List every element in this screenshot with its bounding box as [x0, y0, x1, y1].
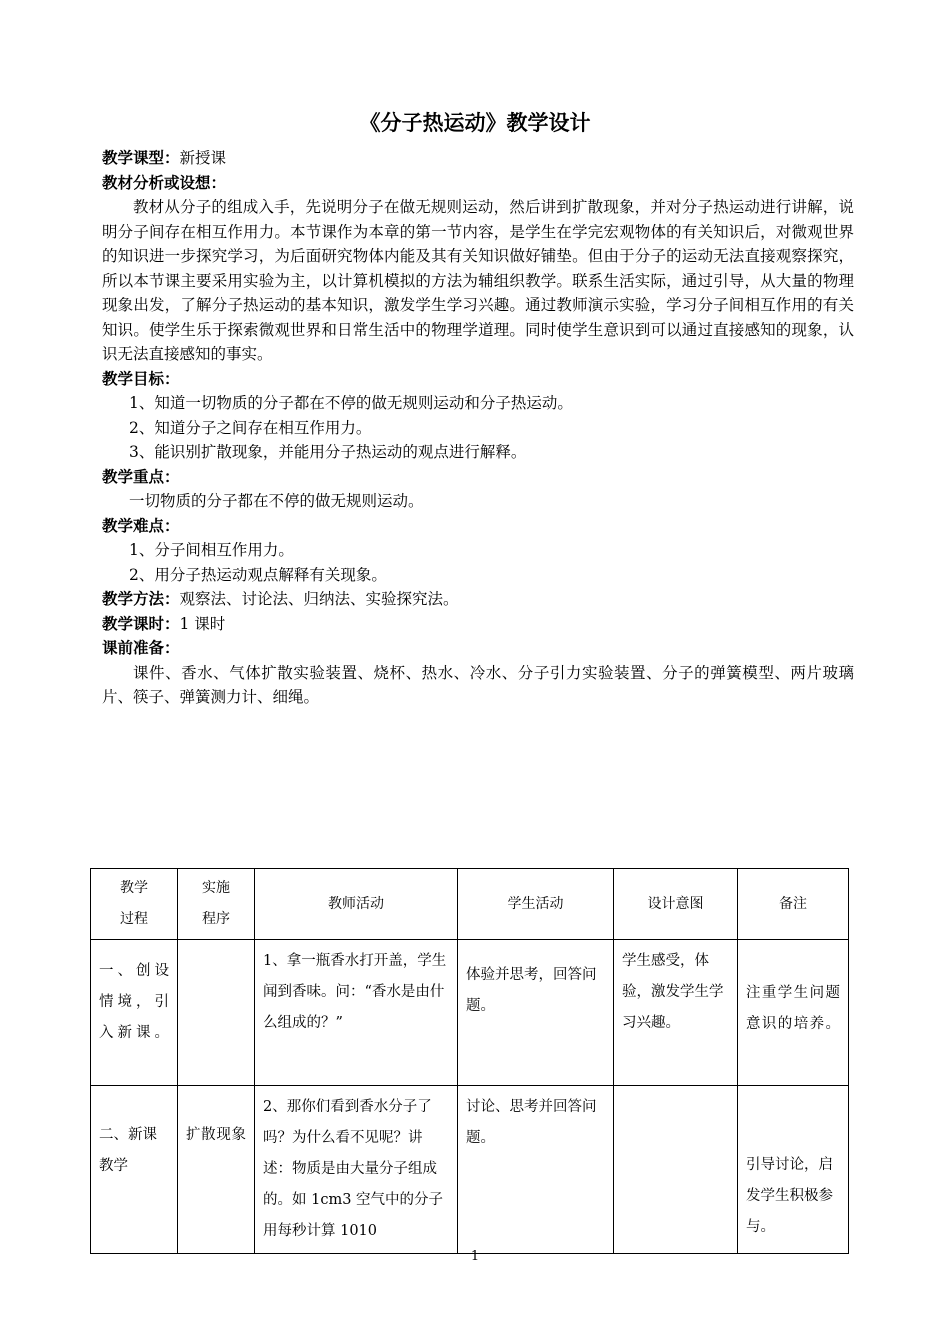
cell-intent — [614, 1086, 738, 1254]
cell-procedure: 扩散现象 — [178, 1086, 255, 1254]
cell-process: 二、新课教学 — [91, 1086, 178, 1254]
hours-value: 1 课时 — [179, 614, 226, 633]
cell-teacher: 1、拿一瓶香水打开盖，学生闻到香味。问：“香水是由什么组成的？” — [255, 940, 458, 1086]
course-type-label: 教学课型： — [102, 149, 180, 167]
course-type-line — [102, 146, 854, 171]
cell-note: 引导讨论，启发学生积极参与。 — [738, 1086, 849, 1254]
cell-note: 注重学生问题意识的培养。 — [738, 940, 849, 1086]
goals-heading: 教学目标： — [102, 369, 180, 388]
header-procedure: 实施程序 — [178, 869, 255, 940]
document-body — [102, 146, 854, 710]
header-teacher: 教师活动 — [255, 869, 458, 940]
cell-student: 体验并思考，回答问题。 — [458, 940, 614, 1086]
methods-line — [102, 587, 854, 612]
header-process: 教学过程 — [91, 869, 178, 940]
prep-paragraph: 课件、香水、气体扩散实验装置、烧杯、热水、冷水、分子引力实验装置、分子的弹簧模型、两片玻璃片、筷子、弹簧测力计、细绳。 — [102, 663, 854, 706]
difficulties-heading: 教学难点： — [102, 516, 180, 535]
difficulty-item: 1、分子间相互作用力。 — [129, 541, 294, 559]
header-student: 学生活动 — [458, 869, 614, 940]
cell-student: 讨论、思考并回答问题。 — [458, 1086, 614, 1254]
goal-item: 1、知道一切物质的分子都在不停的做无规则运动和分子热运动。 — [129, 394, 573, 412]
header-intent: 设计意图 — [614, 869, 738, 940]
methods-value: 观察法、讨论法、归纳法、实验探究法。 — [179, 590, 459, 608]
table-row — [91, 940, 849, 1086]
key-points-heading: 教学重点： — [102, 467, 180, 486]
cell-process: 一、创设情境，引入新课。 — [91, 940, 178, 1086]
prep-heading: 课前准备： — [102, 639, 180, 657]
methods-label: 教学方法： — [102, 590, 180, 608]
header-note: 备注 — [738, 869, 849, 940]
table-row — [91, 1086, 849, 1254]
goal-item: 3、能识别扩散现象，并能用分子热运动的观点进行解释。 — [129, 443, 527, 461]
key-points-text: 一切物质的分子都在不停的做无规则运动。 — [129, 492, 424, 510]
analysis-paragraph: 教材从分子的组成入手，先说明分子在做无规则运动，然后讲到扩散现象，并对分子热运动进行讲解，说明分子间存在相互作用力。本节课作为本章的第一节内容，是学生在学完宏观物体的有关知识后，对微观世界的知识进一步探究学习，为后面研究物体内能及其有关知识做好铺垫。但由于分子的运动无法直接观察探究，所以本节课主要采用实验为主，以计算机模拟的方法为辅组织教学。联系生活实际，通过引导，从大量的物理现象出发，了解分子热运动的基本知识，激发学生学习兴趣。通过教师演示实验，学习分子间相互作用的有关知识。使学生乐于探索微观世界和日常生活中的物理学道理。同时使学生意识到可以通过直接感知的现象，认识无法直接感知的事实。 — [102, 198, 854, 363]
hours-line — [102, 612, 854, 637]
goal-item: 2、知道分子之间存在相互作用力。 — [129, 418, 372, 437]
difficulty-item: 2、用分子热运动观点解释有关现象。 — [129, 565, 387, 584]
lesson-plan-table — [90, 868, 849, 1254]
analysis-heading: 教材分析或设想： — [102, 173, 227, 192]
cell-procedure — [178, 940, 255, 1086]
cell-intent: 学生感受，体验，激发学生学习兴趣。 — [614, 940, 738, 1086]
hours-label: 教学课时： — [102, 614, 180, 633]
course-type-value: 新授课 — [179, 149, 227, 167]
page-number: 1 — [470, 1249, 480, 1264]
document-title: 《分子热运动》教学设计 — [359, 111, 591, 135]
cell-teacher: 2、那你们看到香水分子了吗？为什么看不见呢？讲述：物质是由大量分子组成的。如 1cm3 空气中的分子用每秒计算 1010 — [255, 1086, 458, 1254]
table-header-row — [91, 869, 849, 940]
